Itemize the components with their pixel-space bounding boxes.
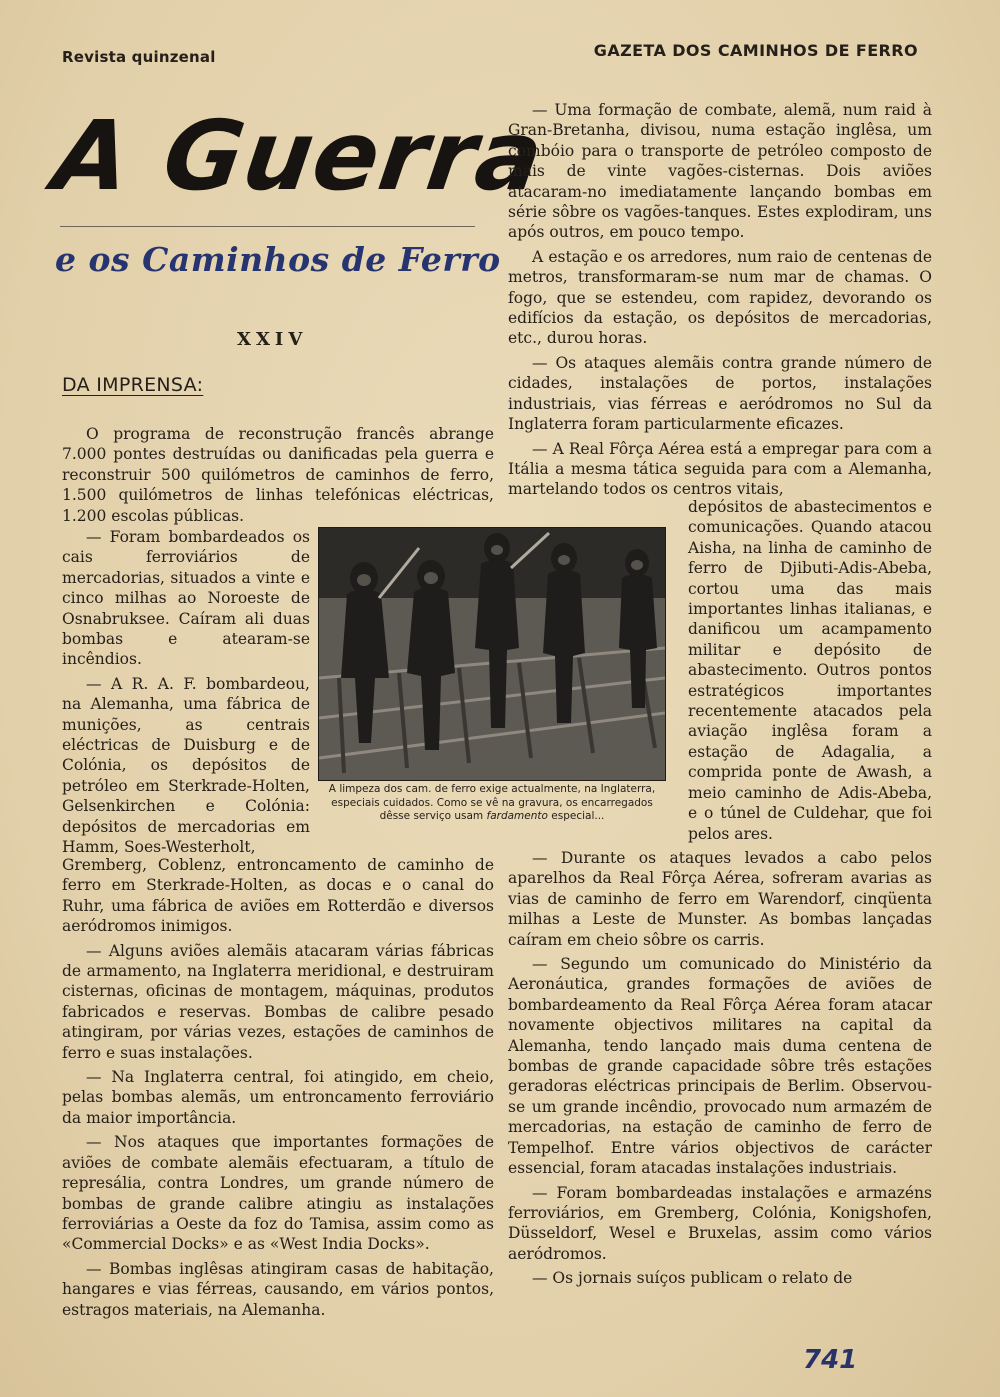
article-title: A Guerra — [47, 100, 551, 212]
paragraph: — Foram bombardeadas instalações e armazéns ferroviários, em Gremberg, Colónia, Konigshofen, Düsseldorf, Wesel e Bruxelas, assim como vários aeródromos. — [508, 1183, 932, 1263]
left-column-top — [62, 424, 494, 530]
paragraph: Gremberg, Coblenz, entroncamento de caminho de ferro em Sterkrade-Holten, as docas e o canal do Ruhr, uma fábrica de aviões em Rotterdão e diversos aeródromos inimigos. — [62, 856, 494, 936]
news-photograph — [318, 527, 666, 781]
paragraph: — Nos ataques que importantes formações de aviões de combate alemãis efectuaram, a título de represália, contra Londres, um grande número de bombas de grande calibre atingiu as instalações ferroviárias a Oeste da foz do Tamisa, assim como as «Commercial Docks» e as «West India Docks». — [62, 1133, 494, 1254]
paragraph: — Na Inglaterra central, foi atingido, em cheio, pelas bombas alemãs, um entroncamento ferroviário da maior importância. — [62, 1068, 494, 1127]
caption-text: A limpeza dos cam. de ferro exige actualmente, na Inglaterra, especiais cuidados. Como se vê na gravura, os encarregados dêsse serviço usam — [328, 783, 656, 822]
paragraph: A estação e os arredores, num raio de centenas de metros, transformaram-se num mar de chamas. O fogo, que se estendeu, com rapidez, devorando os edifícios da estação, os depósitos de mercadorias, etc., durou horas. — [508, 247, 932, 348]
right-column-bottom — [508, 848, 932, 1293]
right-column-top — [508, 100, 932, 504]
section-heading: DA IMPRENSA: — [62, 374, 204, 396]
page-number: 741 — [803, 1345, 858, 1375]
paragraph: — Segundo um comunicado do Ministério da Aeronáutica, grandes formações de aviões de bombardeamento da Real Fôrça Aérea foram atacar novamente objectivos militares na capital da Alemanha, tendo lançado mais duma centena de bombas de grande capacidade sôbre três estações geradoras eléctricas principais de Berlim. Observou-se um grande incêndio, provocado num armazém de mercadorias, na estação de caminho de ferro de Tempelhof. Entre vários objectivos de carácter essencial, foram atacadas instalações industriais. — [508, 955, 932, 1178]
title-divider — [60, 226, 475, 227]
right-column-narrow — [688, 497, 932, 848]
paragraph: — Uma formação de combate, alemã, num raid à Gran-Bretanha, divisou, numa estação inglêsa, um combóio para o transporte de petróleo composto de mais de vinte vagões-cisternas. Dois aviões atacaram-no imediatamente lançando bombas em série sôbre os vagões-tanques. Estes explodiram, uns após outros, em pouco tempo. — [508, 101, 932, 242]
paragraph: — A Real Fôrça Aérea está a empregar para com a Itália a mesma tática seguida para com a Alemanha, martelando todos os centros vitais, — [508, 439, 932, 499]
paragraph: — Bombas inglêsas atingiram casas de habitação, hangares e vias férreas, causando, em vários pontos, estragos materiais, na Alemanha. — [62, 1259, 494, 1319]
left-column-narrow — [62, 527, 310, 862]
railway-workers-illustration — [319, 528, 665, 780]
paragraph: — Os ataques alemãis contra grande número de cidades, instalações de portos, instalações industriais, vias férreas e aeródromos no Sul da Inglaterra foram particularmente eficazes. — [508, 353, 932, 434]
paragraph: O programa de reconstrução francês abrange 7.000 pontes destruídas ou danificadas pela guerra e reconstruir 500 quilómetros de caminhos de ferro, 1.500 quilómetros de linhas telefónicas eléctricas, 1.200 escolas públicas. — [62, 425, 494, 525]
paragraph: — A R. A. F. bombardeou, na Alemanha, uma fábrica de munições, as centrais eléctricas de Duisburg e de Colónia, os depósitos de petróleo em Sterkrade-Holten, Gelsenkirchen e Colónia: depósitos de mercadorias em Hamm, Soes-Westerholt, — [62, 674, 310, 857]
caption-emphasis: fardamento — [486, 810, 548, 822]
left-column-bottom — [62, 855, 494, 1324]
article-subtitle: e os Caminhos de Ferro — [55, 240, 501, 279]
photo-caption — [316, 783, 668, 824]
paragraph: — Alguns aviões alemãis atacaram várias fábricas de armamento, na Inglaterra meridional, e destruiram cisternas, oficinas de montagem, máquinas, produtos fabricados e reservas. Bombas de calibre pesado atingiram, por várias vezes, estações de caminhos de ferro e suas instalações. — [62, 941, 494, 1062]
caption-text-end: especial... — [551, 810, 605, 822]
paragraph: — Foram bombardeados os cais ferroviários de mercadorias, situados a vinte e cinco milhas ao Noroeste de Osnabruksee. Caíram ali duas bombas e atearam-se incêndios. — [62, 528, 310, 669]
running-header-right: GAZETA DOS CAMINHOS DE FERRO — [593, 41, 918, 60]
paragraph: — Os jornais suíços publicam o relato de — [532, 1269, 853, 1288]
chapter-number: XXIV — [237, 329, 308, 350]
paragraph: — Durante os ataques levados a cabo pelos aparelhos da Real Fôrça Aérea, sofreram avarias as vias de caminho de ferro em Warendorf, cinqüenta milhas a Leste de Munster. As bombas lançadas caíram em cheio sôbre os carris. — [508, 849, 932, 949]
paragraph: depósitos de abastecimentos e comunicações. Quando atacou Aisha, na linha de caminho de ferro de Djibuti-Adis-Abeba, cortou uma das mais importantes linhas italianas, e danificou um acampamento militar e depósito de abastecimento. Outros pontos estratégicos importantes recentemente atacados pela aviação inglêsa foram a estação de Adagalia, a comprida ponte de Awash, a meio caminho de Adis-Abeba, e o túnel de Culdehar, que foi pelos ares. — [688, 498, 932, 843]
running-header-left: Revista quinzenal — [62, 48, 216, 66]
